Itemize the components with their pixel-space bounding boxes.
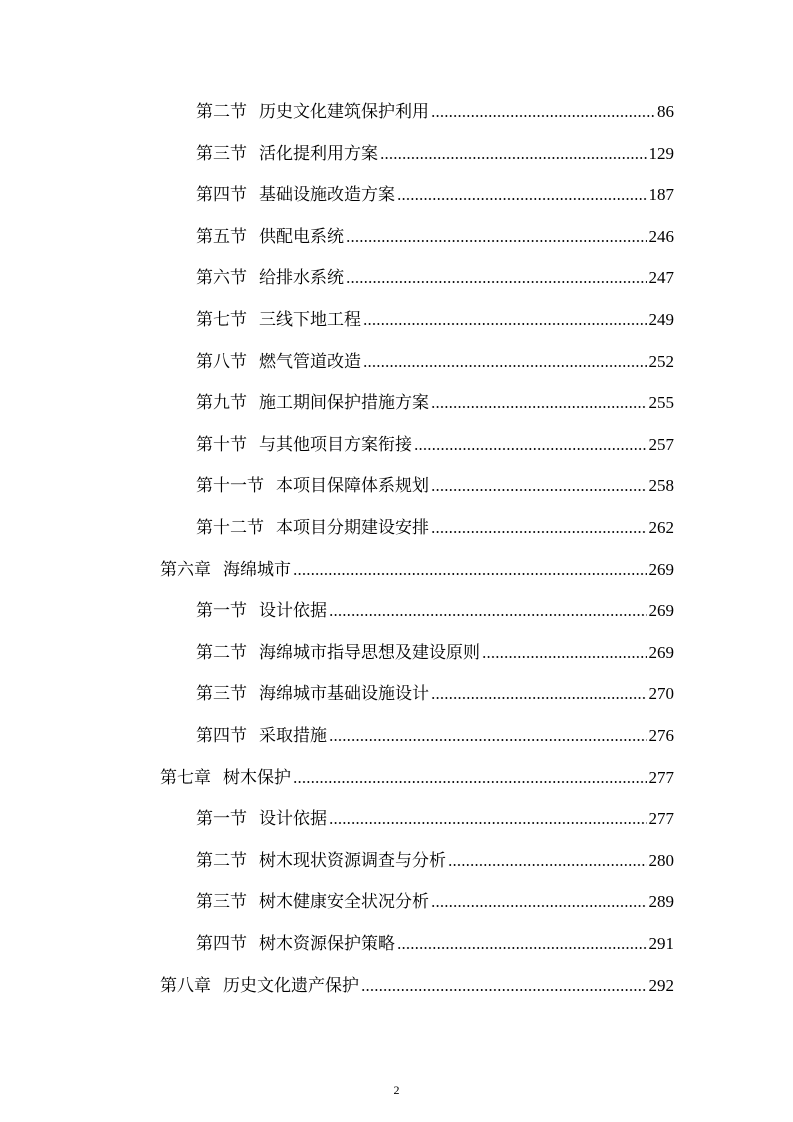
dot-leader [431,696,647,700]
toc-entry-page: 280 [648,850,674,870]
toc-entry[interactable] [196,800,674,830]
toc-entry[interactable] [196,467,674,497]
toc-entry-page: 269 [648,559,674,579]
toc-entry-page: 252 [648,351,674,371]
toc-entry-title: 燃气管道改造 [259,351,361,372]
toc-entry-title: 树木资源保护策略 [259,934,395,954]
toc-entry-page: 86 [657,102,674,121]
toc-entry-page: 257 [648,434,674,454]
dot-leader [397,946,647,950]
toc-entry-page: 277 [648,809,674,829]
dot-leader [361,988,647,992]
toc-entry[interactable] [196,842,674,872]
toc-entry-title: 基础设施改造方案 [259,185,395,206]
toc-chapter-entry[interactable] [160,967,674,997]
dot-leader [293,780,647,784]
toc-entry-number: 第二节 [196,102,247,122]
dot-leader [482,655,647,659]
toc-entry[interactable] [196,384,674,414]
toc-entry[interactable] [196,883,674,913]
toc-entry-number: 第一节 [196,809,247,830]
dot-leader [414,447,647,451]
toc-entry-title: 施工期间保护措施方案 [259,393,429,414]
toc-entry-page: 246 [648,226,674,246]
toc-entry[interactable] [196,135,674,165]
toc-entry-number: 第三节 [196,684,247,705]
dot-leader [431,530,647,534]
toc-entry[interactable] [196,426,674,456]
dot-leader [363,322,647,326]
toc-entry-title: 本项目分期建设安排 [276,518,429,538]
toc-entry[interactable] [196,343,674,373]
toc-entry-number: 第四节 [196,185,247,206]
toc-entry-page: 187 [648,185,674,205]
toc-entry-page: 247 [648,268,674,288]
toc-entry-page: 277 [648,767,674,787]
toc-entry-page: 269 [648,601,674,621]
dot-leader [346,239,647,243]
dot-leader [329,821,647,825]
dot-leader [431,114,655,118]
toc-entry-page: 291 [648,934,674,953]
toc-entry-title: 设计依据 [259,601,327,622]
dot-leader [293,572,647,576]
toc-entry-number: 第八节 [196,351,247,372]
dot-leader [346,280,647,284]
toc-entry-number: 第一节 [196,601,247,622]
toc-entry-number: 第二节 [196,850,247,871]
toc-entry-page: 258 [648,476,674,496]
dot-leader [431,488,647,492]
toc-entry-title: 三线下地工程 [259,310,361,330]
toc-entry-page: 255 [648,393,674,413]
toc-entry[interactable] [196,925,674,955]
toc-entry-title: 历史文化建筑保护利用 [259,102,429,122]
toc-entry[interactable] [196,93,674,123]
toc-entry-number: 第十二节 [196,518,264,538]
toc-entry-title: 供配电系统 [259,226,344,247]
toc-entry-title: 活化提利用方案 [259,143,378,164]
dot-leader [329,738,647,742]
toc-entry-title: 本项目保障体系规划 [276,476,429,497]
toc-entry-title: 与其他项目方案衔接 [259,434,412,455]
toc-entry-page: 289 [648,892,674,912]
toc-entry-page: 249 [648,310,674,329]
toc-entry-number: 第三节 [196,892,247,913]
toc-entry-number: 第六节 [196,268,247,289]
toc-entry[interactable] [196,717,674,747]
toc-entry-title: 树木健康安全状况分析 [259,892,429,913]
toc-entry[interactable] [196,218,674,248]
dot-leader [431,904,647,908]
toc-entry-title: 树木保护 [223,767,291,788]
dot-leader [329,613,647,617]
dot-leader [363,364,647,368]
toc-entry-title: 设计依据 [259,809,327,830]
dot-leader [431,405,647,409]
toc-entry[interactable] [196,675,674,705]
dot-leader [380,156,647,160]
toc-entry-title: 海绵城市指导思想及建设原则 [259,642,480,663]
toc-entry-number: 第八章 [160,975,211,996]
toc-entry-page: 292 [648,975,674,995]
toc-entry-title: 树木现状资源调查与分析 [259,850,446,871]
dot-leader [397,197,647,201]
toc-entry[interactable] [196,634,674,664]
toc-entry[interactable] [196,176,674,206]
toc-chapter-entry[interactable] [160,759,674,789]
toc-entry[interactable] [196,509,674,539]
toc-entry-number: 第三节 [196,143,247,164]
toc-entry-page: 129 [648,143,674,163]
toc-entry-number: 第四节 [196,726,247,746]
toc-chapter-entry[interactable] [160,551,674,581]
toc-entry-page: 262 [648,518,674,537]
toc-entry-page: 270 [648,684,674,704]
page-number: 2 [393,1083,400,1097]
toc-entry[interactable] [196,301,674,331]
toc-entry-number: 第五节 [196,226,247,247]
toc-entry-number: 第九节 [196,393,247,414]
toc-entry-title: 海绵城市基础设施设计 [259,684,429,705]
dot-leader [448,863,647,867]
toc-entry-number: 第四节 [196,934,247,954]
toc-entry-page: 269 [648,642,674,662]
toc-entry-title: 采取措施 [259,726,327,746]
toc-entry-number: 第二节 [196,642,247,663]
toc-entry-page: 276 [648,726,674,745]
toc-entry-number: 第十一节 [196,476,264,497]
toc-entry[interactable] [196,592,674,622]
toc-entry-number: 第六章 [160,559,211,580]
toc-entry-number: 第十节 [196,434,247,455]
toc-entry-number: 第七节 [196,310,247,330]
toc-entry-title: 历史文化遗产保护 [223,975,359,996]
toc-entry-title: 海绵城市 [223,559,291,580]
toc-entry-number: 第七章 [160,767,211,788]
toc-entry-title: 给排水系统 [259,268,344,289]
toc-entry[interactable] [196,259,674,289]
